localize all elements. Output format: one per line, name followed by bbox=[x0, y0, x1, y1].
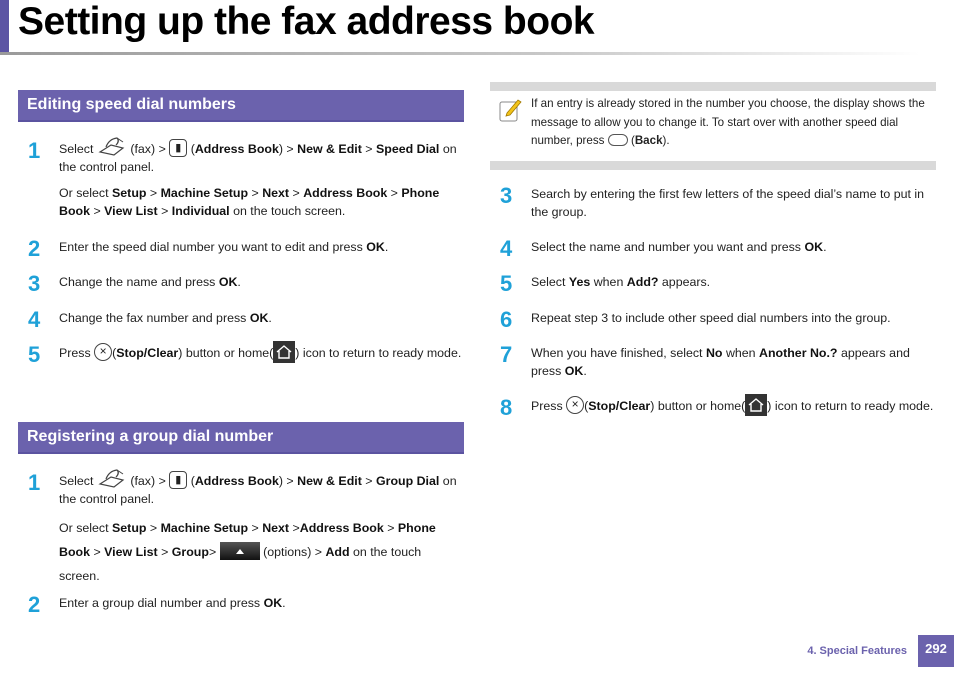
step-text: Enter the speed dial number you want to edit and press OK. bbox=[59, 240, 389, 254]
step-text: Repeat step 3 to include other speed dial numbers into the group. bbox=[531, 311, 891, 325]
title-accent-bar bbox=[0, 0, 9, 52]
section-heading-group-dial: Registering a group dial number bbox=[18, 422, 464, 454]
step-text: Search by entering the first few letters of the speed dial’s name to put in the group. bbox=[531, 187, 925, 219]
step-text: Change the fax number and press OK. bbox=[59, 311, 272, 325]
options-icon bbox=[220, 542, 260, 560]
title-rule bbox=[0, 52, 920, 55]
step-number: 5 bbox=[500, 271, 513, 296]
stop-icon: × bbox=[566, 396, 584, 414]
step-number: 1 bbox=[28, 138, 41, 163]
step-text: Select (fax) > ▮ (Address Book) > New & Edit > Speed Dial on the control panel. Or select Setup > Machine Setup > Next > Address Book > Phone Book > View List > Individual on the touch screen. bbox=[59, 140, 464, 220]
step-text: Select the name and number you want and press OK. bbox=[531, 240, 827, 254]
step-text: Enter a group dial number and press OK. bbox=[59, 596, 286, 610]
left-column bbox=[18, 90, 464, 617]
back-icon bbox=[608, 134, 628, 146]
step-number: 1 bbox=[28, 470, 41, 495]
address-book-icon: ▮ bbox=[169, 139, 187, 157]
page-title: Setting up the fax address book bbox=[18, 0, 595, 43]
step-number: 3 bbox=[500, 183, 513, 208]
stop-icon: × bbox=[94, 343, 112, 361]
step-number: 2 bbox=[28, 592, 41, 617]
step-number: 3 bbox=[28, 271, 41, 296]
fax-icon bbox=[97, 136, 127, 158]
step-number: 6 bbox=[500, 307, 513, 332]
step-text: Press × (Stop/Clear) button or home( ) icon to return to ready mode. bbox=[59, 344, 464, 363]
step-number: 7 bbox=[500, 342, 513, 367]
step-text: Change the name and press OK. bbox=[59, 275, 241, 289]
step-text: Press × (Stop/Clear) button or home( ) icon to return to ready mode. bbox=[531, 397, 936, 416]
step-number: 8 bbox=[500, 395, 513, 420]
step-number: 5 bbox=[28, 342, 41, 367]
note-text: If an entry is already stored in the number you choose, the display shows the message to allow you to change it. To start over with another speed dial number, press (Back). bbox=[531, 97, 925, 147]
step-number: 4 bbox=[500, 236, 513, 261]
step-text: Select Yes when Add? appears. bbox=[531, 275, 711, 289]
step-text: Select (fax) > ▮ (Address Book) > New & Edit > Group Dial on the control panel. Or select Setup > Machine Setup > Next >Address Book > Phone Book > View List > Group> (options) > Add on the touch screen. bbox=[59, 472, 464, 588]
page-number: 292 bbox=[918, 635, 954, 667]
home-icon bbox=[273, 341, 295, 363]
home-icon bbox=[745, 394, 767, 416]
step-text: When you have finished, select No when Another No.? appears and press OK. bbox=[531, 346, 910, 378]
note-pencil-icon bbox=[498, 97, 522, 123]
fax-icon bbox=[97, 468, 127, 490]
step-number: 2 bbox=[28, 236, 41, 261]
address-book-icon: ▮ bbox=[169, 471, 187, 489]
step-number: 4 bbox=[28, 307, 41, 332]
section-heading-speed-dial: Editing speed dial numbers bbox=[18, 90, 464, 122]
note-box bbox=[490, 82, 936, 170]
footer-chapter: 4. Special Features bbox=[807, 645, 907, 657]
